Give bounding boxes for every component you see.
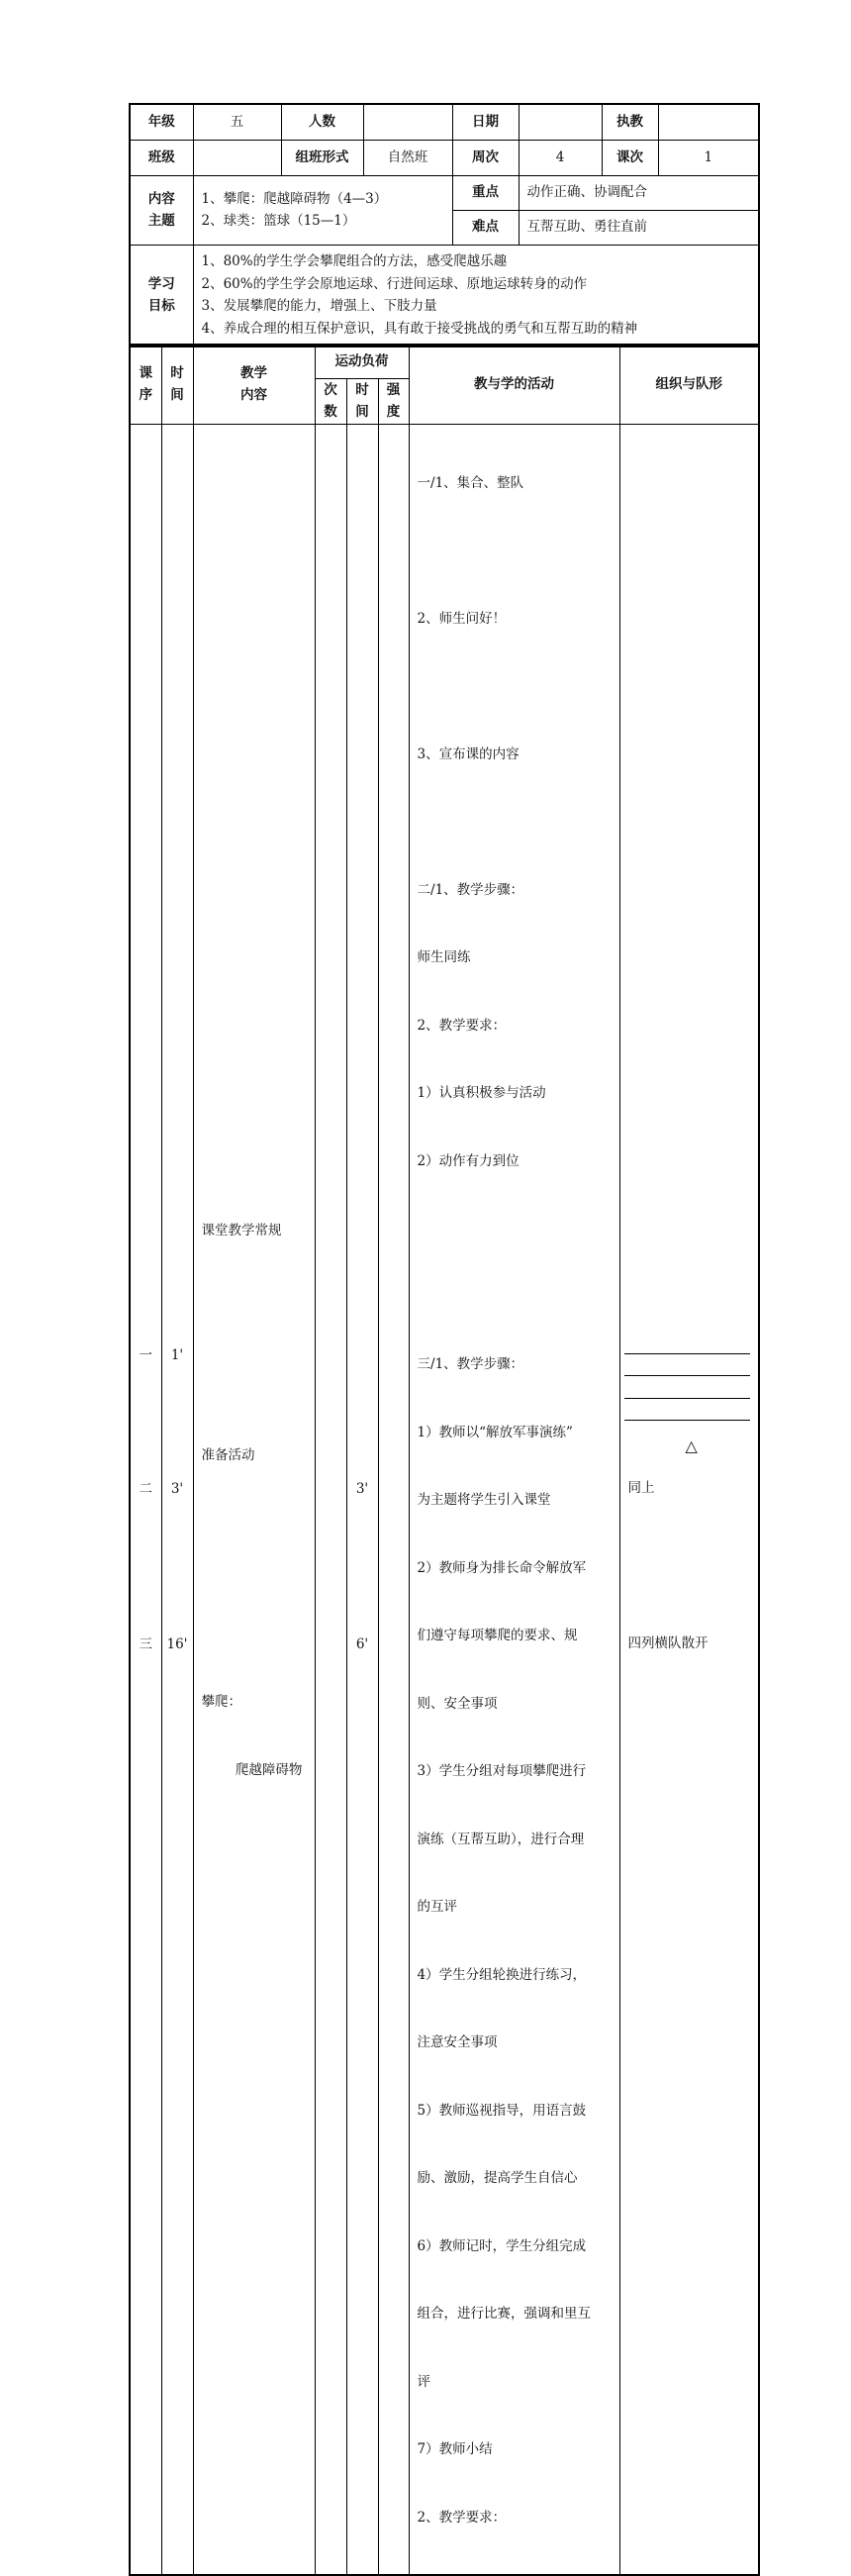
goals-list [193,245,759,347]
time-2: 3' [170,1480,184,1497]
intensity-cell [378,424,409,2575]
count-value [363,104,452,140]
lesson-value: 1 [658,140,759,175]
organization-cell [619,424,759,2575]
teacher-triangle-icon: △ [685,1436,698,1455]
col-duration-header: 时 间 [346,378,378,424]
date-label: 日期 [452,104,519,140]
formation-diagram [620,1343,759,1492]
teacher-label: 执教 [602,104,658,140]
goal-item: 1、80%的学生学会攀爬组合的方法，感受爬越乐趣 [201,253,508,270]
week-label: 周次 [452,140,519,175]
times-cell [315,424,346,2575]
content-climb-sub: 爬越障碍物 [201,1761,303,1778]
col-intensity-header: 强 度 [378,378,409,424]
lesson-header-table [129,103,760,347]
activity-cell: 一/1、集合、整队 2、师生问好！ 3、宣布课的内容 二/1、教学步骤： 师生同练 2、教学要求： 1）认真积极参与活动 2）动作有力到位 三/1、教学步骤： 1）教师以“解放军事演练” 为主题将学生引入课堂 2）教师身为排长命令解放军 们遵守每项攀爬的要求、规 则、安全事项 3）学生分组对每项攀爬进行 演练（互帮互助），进行合理 的互评 4）学生分组轮换进行练习， 注意安全事项 5）教师巡视指导，用语言鼓 励、激励，提高学生自信心 6）教师记时，学生分组完成 组合，进行比赛，强调和里互 评 7）教师小结 2、教学要求： [409,424,619,2575]
class-label: 班级 [130,140,193,175]
content-item: 1、攀爬：爬越障碍物（4—3） [201,190,388,207]
difficulty-value: 互帮互助、勇往直前 [519,210,759,245]
class-value [193,140,281,175]
formation-line [624,1375,751,1376]
formation-line [624,1398,751,1399]
teacher-value [658,104,759,140]
goal-item: 3、发展攀爬的能力，增强上、下肢力量 [201,298,437,315]
content-theme-label: 内容 主题 [130,175,193,245]
seq-cell [130,424,161,2575]
col-seq-header: 课 序 [130,345,161,424]
count-label: 人数 [281,104,363,140]
seq-3: 三 [139,1636,152,1653]
content-climb: 攀爬： [201,1694,241,1710]
col-content-header: 教学 内容 [193,345,315,424]
duration-cell [346,424,378,2575]
lesson-procedure-table [129,344,760,2576]
key-label: 重点 [452,175,519,210]
duration-2: 3' [355,1480,369,1497]
teaching-content-cell [193,424,315,2575]
duration-3: 6' [355,1636,369,1653]
difficulty-label: 难点 [452,210,519,245]
key-value: 动作正确、协调配合 [519,175,759,210]
org-formation: 四列横队散开 [627,1635,709,1652]
goals-label: 学习 目标 [130,245,193,347]
time-cell [161,424,193,2575]
form-label: 组班形式 [281,140,363,175]
content-item: 2、球类：篮球（15—1） [201,213,356,229]
formation-line [624,1353,751,1354]
goal-item: 4、养成合理的相互保护意识，具有敢于接受挑战的勇气和互帮互助的精神 [201,320,638,337]
col-times-header: 次 数 [315,378,346,424]
col-organization-header: 组织与队形 [619,345,759,424]
col-activity-header: 教与学的活动 [409,345,619,424]
date-value [519,104,602,140]
seq-1: 一 [139,1346,152,1363]
formation-line [624,1420,751,1421]
seq-2: 二 [139,1480,152,1497]
content-routine: 课堂教学常规 [201,1222,282,1238]
time-1: 1' [170,1346,184,1363]
col-time-header: 时 间 [161,345,193,424]
col-load-header: 运动负荷 [315,345,409,378]
grade-value: 五 [193,104,281,140]
org-same: 同上 [627,1479,655,1496]
grade-label: 年级 [130,104,193,140]
content-warmup: 准备活动 [201,1446,255,1463]
lesson-label: 课次 [602,140,658,175]
form-value: 自然班 [363,140,452,175]
week-value: 4 [519,140,602,175]
time-3: 16' [166,1636,188,1653]
content-items [193,175,452,245]
goal-item: 2、60%的学生学会原地运球、行进间运球、原地运球转身的动作 [201,275,588,292]
